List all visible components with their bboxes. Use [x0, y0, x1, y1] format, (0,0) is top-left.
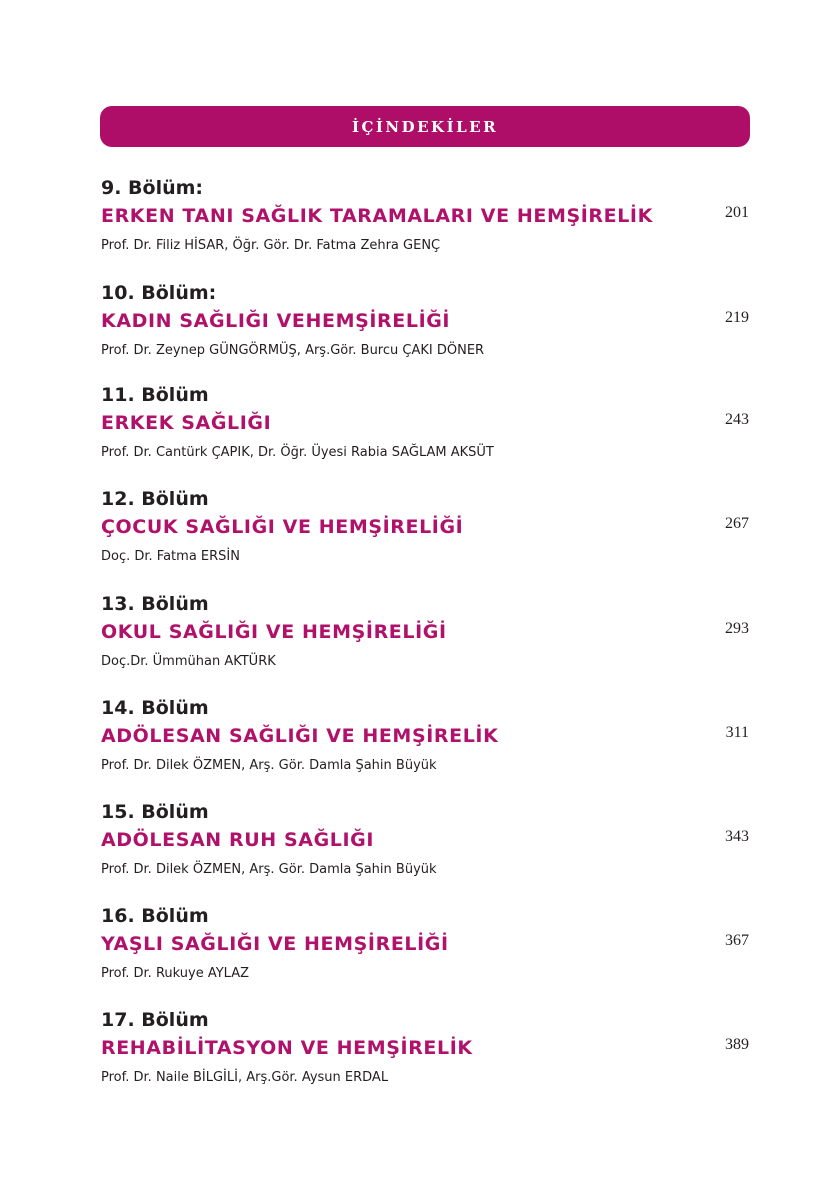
chapter-label: 12. Bölüm: [101, 488, 209, 510]
chapter-title[interactable]: YAŞLI SAĞLIĞI VE HEMŞİRELİĞİ: [101, 933, 449, 955]
page-number: 293: [725, 620, 749, 637]
page-number: 311: [725, 724, 749, 741]
chapter-title[interactable]: ADÖLESAN RUH SAĞLIĞI: [101, 829, 375, 851]
chapter-title-row: [101, 1034, 751, 1064]
chapter-label: 14. Bölüm: [101, 697, 209, 719]
chapter-label: 15. Bölüm: [101, 801, 209, 823]
chapter-title-row: [101, 202, 751, 232]
chapter-title[interactable]: ADÖLESAN SAĞLIĞI VE HEMŞİRELİK: [101, 725, 499, 747]
contents-header-bar: [100, 106, 750, 147]
chapter-title-row: [101, 618, 751, 648]
chapter-title[interactable]: ÇOCUK SAĞLIĞI VE HEMŞİRELİĞİ: [101, 516, 464, 538]
chapter-title[interactable]: OKUL SAĞLIĞI VE HEMŞİRELİĞİ: [101, 621, 447, 643]
chapter-title-row: [101, 722, 751, 752]
chapter-authors: Doç.Dr. Ümmühan AKTÜRK: [101, 654, 276, 669]
chapter-title-row: [101, 930, 751, 960]
chapter-label: 16. Bölüm: [101, 905, 209, 927]
toc-entry-15[interactable]: [101, 800, 751, 880]
chapter-title[interactable]: ERKEK SAĞLIĞI: [101, 412, 272, 434]
page-number: 267: [725, 515, 749, 532]
chapter-authors: Doç. Dr. Fatma ERSİN: [101, 549, 240, 564]
chapter-label: 13. Bölüm: [101, 593, 209, 615]
chapter-authors: Prof. Dr. Filiz HİSAR, Öğr. Gör. Dr. Fatma Zehra GENÇ: [101, 238, 441, 253]
page-number: 367: [725, 932, 749, 949]
chapter-label: 9. Bölüm:: [101, 177, 204, 199]
toc-entry-14[interactable]: [101, 696, 751, 776]
page-number: 201: [725, 204, 749, 221]
page-number: 343: [725, 828, 749, 845]
chapter-title[interactable]: KADIN SAĞLIĞI VEHEMŞİRELİĞİ: [101, 310, 451, 332]
chapter-authors: Prof. Dr. Zeynep GÜNGÖRMÜŞ, Arş.Gör. Burcu ÇAKI DÖNER: [101, 343, 485, 358]
chapter-authors: Prof. Dr. Cantürk ÇAPIK, Dr. Öğr. Üyesi Rabia SAĞLAM AKSÜT: [101, 445, 494, 460]
page-number: 389: [725, 1036, 749, 1053]
chapter-authors: Prof. Dr. Rukuye AYLAZ: [101, 966, 249, 981]
chapter-label: 11. Bölüm: [101, 384, 209, 406]
chapter-label: 17. Bölüm: [101, 1009, 209, 1031]
toc-entry-13[interactable]: [101, 592, 751, 672]
chapter-authors: Prof. Dr. Dilek ÖZMEN, Arş. Gör. Damla Şahin Büyük: [101, 758, 437, 773]
chapter-title[interactable]: ERKEN TANI SAĞLIK TARAMALARI VE HEMŞİRELİK: [101, 205, 653, 227]
toc-entry-17[interactable]: [101, 1008, 751, 1088]
page-number: 243: [725, 411, 749, 428]
chapter-title[interactable]: REHABİLİTASYON VE HEMŞİRELİK: [101, 1037, 473, 1059]
chapter-title-row: [101, 513, 751, 543]
chapter-authors: Prof. Dr. Dilek ÖZMEN, Arş. Gör. Damla Şahin Büyük: [101, 862, 437, 877]
toc-entry-11[interactable]: [101, 383, 751, 463]
page-number: 219: [725, 309, 749, 326]
chapter-title-row: [101, 409, 751, 439]
toc-entry-16[interactable]: [101, 904, 751, 984]
toc-entry-10[interactable]: [101, 281, 751, 361]
chapter-title-row: [101, 307, 751, 337]
chapter-label: 10. Bölüm:: [101, 282, 217, 304]
toc-entry-9[interactable]: [101, 176, 751, 256]
contents-header-title: İÇİNDEKİLER: [351, 117, 499, 136]
chapter-authors: Prof. Dr. Naile BİLGİLİ, Arş.Gör. Aysun ERDAL: [101, 1070, 389, 1085]
chapter-title-row: [101, 826, 751, 856]
toc-entry-12[interactable]: [101, 487, 751, 567]
